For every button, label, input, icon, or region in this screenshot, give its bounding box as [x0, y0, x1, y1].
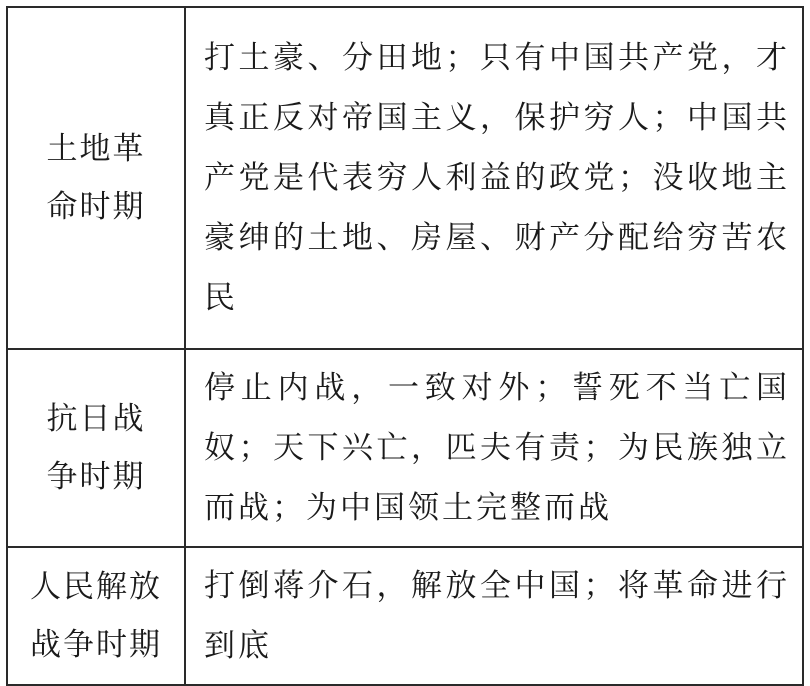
period-label-line1: 人民解放	[30, 569, 162, 605]
period-cell	[7, 7, 185, 349]
history-slogan-table	[6, 6, 804, 686]
table-row	[7, 349, 803, 547]
period-label-line1: 土地革	[46, 131, 146, 167]
period-label-line2: 争时期	[46, 459, 146, 495]
period-cell	[7, 349, 185, 547]
slogan-cell: 打倒蒋介石，解放全中国；将革命进行到底	[185, 547, 803, 685]
period-label-line2: 战争时期	[30, 627, 162, 663]
table-row	[7, 7, 803, 349]
slogan-cell: 停止内战，一致对外；誓死不当亡国奴；天下兴亡，匹夫有责；为民族独立而战；为中国领土完整而战	[185, 349, 803, 547]
period-cell	[7, 547, 185, 685]
period-label-line2: 命时期	[46, 189, 146, 225]
slogan-cell: 打土豪、分田地；只有中国共产党，才真正反对帝国主义，保护穷人；中国共产党是代表穷人利益的政党；没收地主豪绅的土地、房屋、财产分配给穷苦农民	[185, 7, 803, 349]
period-label-line1: 抗日战	[46, 401, 146, 437]
table-row	[7, 547, 803, 685]
